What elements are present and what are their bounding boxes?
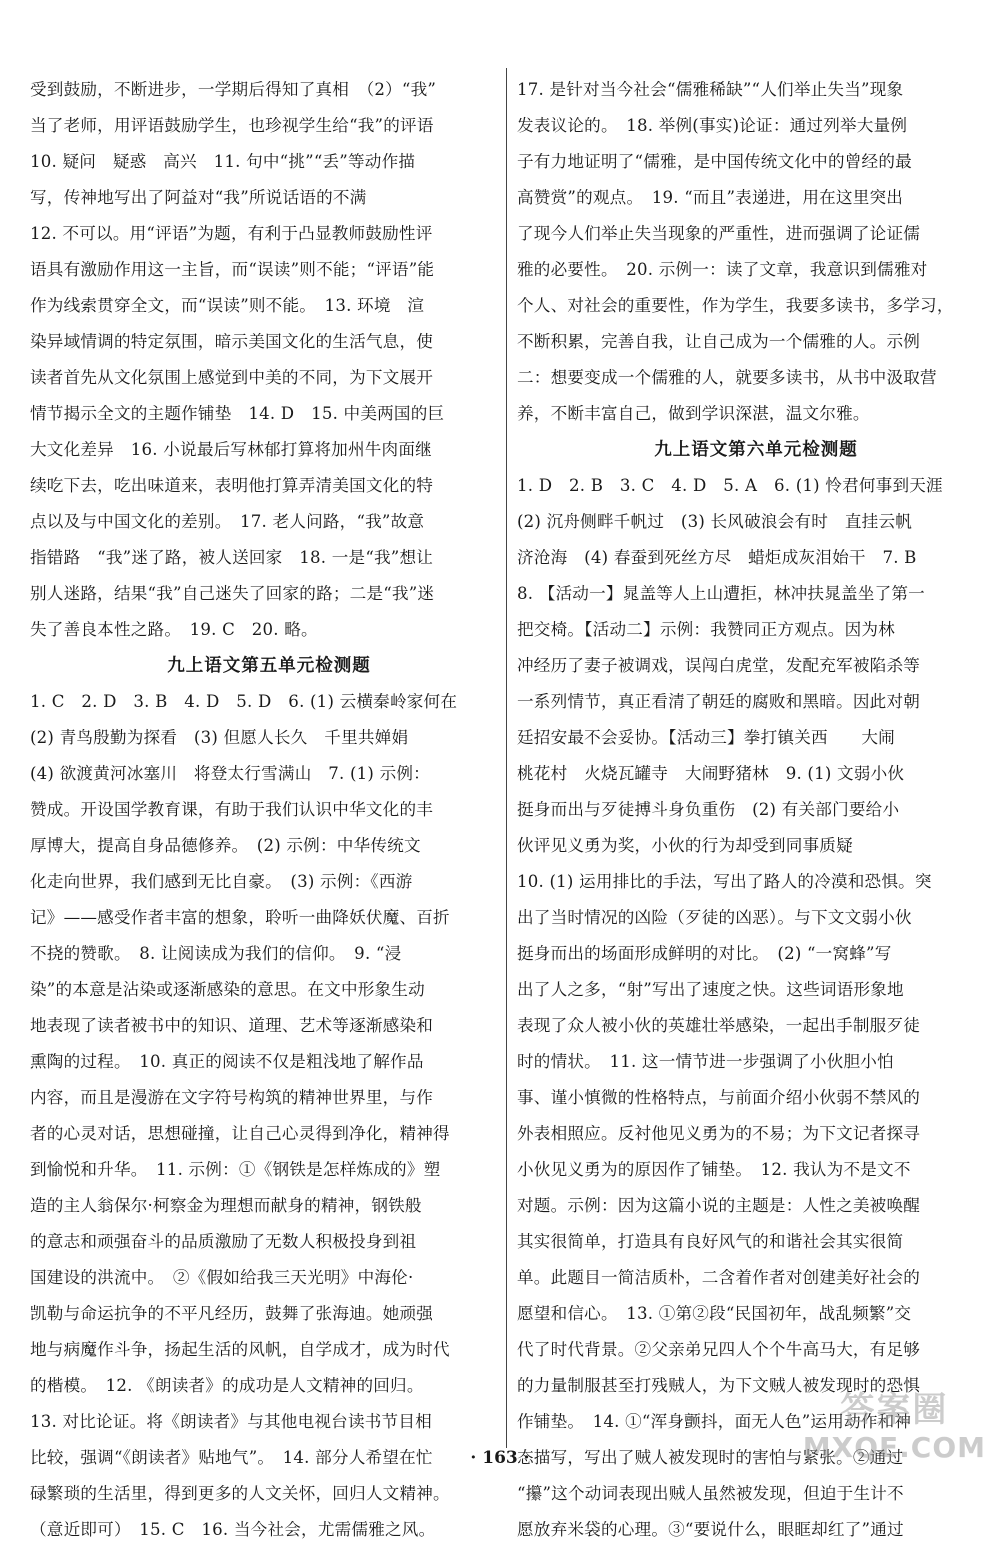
text-line: 17. 是针对当今社会“儒雅稀缺”“人们举止失当”现象	[517, 80, 904, 99]
text-line: 愿放弃米袋的心理。③“要说什么，眼眶却红了”通过	[517, 1520, 904, 1539]
text-line: 熏陶的过程。 10. 真正的阅读不仅是粗浅地了解作品	[30, 1052, 424, 1071]
text-line: 8. 【活动一】晁盖等人上山遭拒，林冲扶晁盖坐了第一	[517, 584, 925, 603]
text-line: 外表相照应。反衬他见义勇为的不易；为下文记者探寻	[517, 1124, 921, 1143]
text-line: 的力量制服甚至打残贼人，为下文贼人被发现时的恐惧	[517, 1376, 921, 1395]
text-line: 作铺垫。 14. ①“浑身颤抖，面无人色”运用动作和神	[517, 1412, 912, 1431]
text-line: 受到鼓励，不断进步，一学期后得知了真相 （2）“我”	[30, 80, 437, 99]
text-line: 代了时代背景。②父亲弟兄四人个个牛高马大，有足够	[517, 1340, 921, 1359]
text-line: 二：想要变成一个儒雅的人，就要多读书，从书中汲取营	[517, 368, 937, 387]
text-line: 作为线索贯穿全文，而“误读”则不能。 13. 环境 渲	[30, 296, 425, 315]
text-line: 语具有激励作用这一主旨，而“误读”则不能；“评语”能	[30, 260, 435, 279]
text-line: (4) 欲渡黄河冰塞川 将登太行雪满山 7. (1) 示例：	[30, 764, 430, 783]
text-line: 染”的本意是沾染或逐渐感染的意思。在文中形象生动	[30, 980, 425, 999]
text-line: 点以及与中国文化的差别。 17. 老人问路，“我”故意	[30, 512, 425, 531]
watermark-top: 答案圈	[840, 1390, 949, 1430]
text-line: 者的心灵对话，思想碰撞，让自己心灵得到净化，精神得	[30, 1124, 450, 1143]
text-line: 10. (1) 运用排比的手法，写出了路人的冷漠和恐惧。突	[517, 872, 932, 891]
text-line: 的意志和顽强奋斗的品质激励了无数人积极投身到祖	[30, 1232, 417, 1251]
text-line: 发表议论的。 18. 举例(事实)论证：通过列举大量例	[517, 116, 908, 135]
text-line: 挺身而出与歹徒搏斗身负重伤 (2) 有关部门要给小	[517, 800, 900, 819]
text-line: 10. 疑问 疑惑 高兴 11. 句中“挑”“丢”等动作描	[30, 152, 416, 171]
text-line: 养，不断丰富自己，做到学识深湛，温文尔雅。	[517, 404, 870, 423]
text-line: 时的情状。 11. 这一情节进一步强调了小伙胆小怕	[517, 1052, 894, 1071]
text-line: 指错路 “我”迷了路，被人送回家 18. 一是“我”想让	[30, 548, 434, 567]
watermark-logo	[803, 1382, 986, 1464]
text-line: 1. C 2. D 3. B 4. D 5. D 6. (1) 云横秦岭家何在	[30, 692, 458, 711]
text-line: 出了人之多，“射”写出了速度之快。这些词语形象地	[517, 980, 904, 999]
text-line: 12. 不可以。用“评语”为题，有利于凸显教师鼓励性评	[30, 224, 433, 243]
text-line: 冲经历了妻子被调戏，误闯白虎堂，发配充军被陷杀等	[517, 656, 921, 675]
text-line: 情节揭示全文的主题作铺垫 14. D 15. 中美两国的巨	[30, 404, 445, 423]
watermark-bottom: MXQE.COM	[802, 1431, 986, 1464]
text-line: 把交椅。【活动二】示例：我赞同正方观点。因为林	[517, 620, 895, 639]
text-line: （意近即可） 15. C 16. 当今社会，尤需儒雅之风。	[30, 1520, 436, 1539]
text-line: 当了老师，用评语鼓励学生，也珍视学生给“我”的评语	[30, 116, 434, 135]
text-line: 化走向世界，我们感到无比自豪。 (3) 示例：《西游	[30, 872, 413, 891]
section-heading: 九上语文第五单元检测题	[167, 656, 371, 676]
text-line: 个人、对社会的重要性，作为学生，我要多读书，多学习，	[517, 296, 954, 315]
section-heading: 九上语文第六单元检测题	[654, 440, 858, 460]
text-line: 愿望和信心。 13. ①第②段“民国初年，战乱频繁”交	[517, 1304, 912, 1323]
text-line: 别人迷路，结果“我”自己迷失了回家的路；二是“我”迷	[30, 584, 435, 603]
text-line: 小伙见义勇为的原因作了铺垫。 12. 我认为不是文不	[517, 1160, 911, 1179]
text-line: 表现了众人被小伙的英雄壮举感染，一起出手制服歹徒	[517, 1016, 921, 1035]
text-line: 地与病魔作斗争，扬起生活的风帆，自学成才，成为时代	[30, 1340, 450, 1359]
text-line: 对题。示例：因为这篇小说的主题是：人性之美被唤醒	[517, 1196, 921, 1215]
text-line: 挺身而出的场面形成鲜明的对比。 (2) “一窝蜂”写	[517, 944, 892, 963]
right-column	[517, 72, 995, 1548]
text-line: 大文化差异 16. 小说最后写林郁打算将加州牛肉面继	[30, 440, 432, 459]
text-line: 染异域情调的特定氛围，暗示美国文化的生活气息，使	[30, 332, 434, 351]
text-line: 高赞赏”的观点。 19. “而且”表递进，用在这里突出	[517, 188, 904, 207]
text-line: 伙评见义勇为奖，小伙的行为却受到同事质疑	[517, 836, 853, 855]
text-line: 13. 对比论证。将《朗读者》与其他电视台读书节目相	[30, 1412, 432, 1431]
text-line: 写，传神地写出了阿益对“我”所说话语的不满	[30, 188, 367, 207]
text-line: 比较，强调“《朗读者》贴地气”。 14. 部分人希望在忙	[30, 1448, 433, 1467]
text-line: 态描写，写出了贼人被发现时的害怕与紧张。②通过	[517, 1448, 904, 1467]
text-line: 出了当时情况的凶险（歹徒的凶恶）。与下文文弱小伙	[517, 908, 912, 927]
text-line: 读者首先从文化氛围上感觉到中美的不同，为下文展开	[30, 368, 434, 387]
left-column	[30, 72, 508, 1548]
text-line: 济沧海 (4) 春蚕到死丝方尽 蜡炬成灰泪始干 7. B	[517, 548, 917, 567]
text-line: 凯勒与命运抗争的不平凡经历，鼓舞了张海迪。她顽强	[30, 1304, 434, 1323]
text-line: 1. D 2. B 3. C 4. D 5. A 6. (1) 怜君何事到天涯	[517, 476, 943, 495]
text-line: 其实很简单，打造具有良好风气的和谐社会其实很简	[517, 1232, 904, 1251]
text-line: 一系列情节，真正看清了朝廷的腐败和黑暗。因此对朝	[517, 692, 921, 711]
text-line: “攥”这个动词表现出贼人虽然被发现，但迫于生计不	[517, 1484, 904, 1503]
text-line: 廷招安最不会妥协。【活动三】拳打镇关西 大闹	[517, 728, 895, 747]
column-divider	[506, 68, 507, 1448]
text-line: 了现今人们举止失当现象的严重性，进而强调了论证儒	[517, 224, 921, 243]
text-line: 续吃下去，吃出味道来，表明他打算弄清美国文化的特	[30, 476, 434, 495]
text-line: 碌繁琐的生活里，得到更多的人文关怀，回归人文精神。	[30, 1484, 450, 1503]
text-line: 子有力地证明了“儒雅，是中国传统文化中的曾经的最	[517, 152, 912, 171]
text-line: 内容，而且是漫游在文字符号构筑的精神世界里，与作	[30, 1088, 434, 1107]
text-line: 地表现了读者被书中的知识、道理、艺术等逐渐感染和	[30, 1016, 434, 1035]
text-line: 赞成。开设国学教育课，有助于我们认识中华文化的丰	[30, 800, 434, 819]
text-line: 失了善良本性之路。 19. C 20. 略。	[30, 620, 318, 639]
text-line: 厚博大，提高自身品德修养。 (2) 示例：中华传统文	[30, 836, 421, 855]
text-line: 到愉悦和升华。 11. 示例：①《钢铁是怎样炼成的》塑	[30, 1160, 441, 1179]
text-line: 记》——感受作者丰富的想象，聆听一曲降妖伏魔、百折	[30, 908, 450, 927]
text-line: 造的主人翁保尔·柯察金为理想而献身的精神，钢铁般	[30, 1196, 422, 1215]
text-line: 不挠的赞歌。 8. 让阅读成为我们的信仰。 9. “浸	[30, 944, 402, 963]
text-line: 事、谨小慎微的性格特点，与前面介绍小伙弱不禁风的	[517, 1088, 921, 1107]
text-line: (2) 沉舟侧畔千帆过 (3) 长风破浪会有时 直挂云帆	[517, 512, 913, 531]
text-line: 的楷模。 12. 《朗读者》的成功是人文精神的回归。	[30, 1376, 424, 1395]
page-number: · 163 ·	[470, 1448, 530, 1468]
text-line: 不断积累，完善自我，让自己成为一个儒雅的人。示例	[517, 332, 921, 351]
text-line: 国建设的洪流中。 ②《假如给我三天光明》中海伦·	[30, 1268, 414, 1287]
text-line: 雅的必要性。 20. 示例一：读了文章，我意识到儒雅对	[517, 260, 928, 279]
text-line: 单。此题目一简洁质朴，二含着作者对创建美好社会的	[517, 1268, 921, 1287]
text-line: 桃花村 火烧瓦罐寺 大闹野猪林 9. (1) 文弱小伙	[517, 764, 905, 783]
text-line: (2) 青鸟殷勤为探看 (3) 但愿人长久 千里共婵娟	[30, 728, 409, 747]
